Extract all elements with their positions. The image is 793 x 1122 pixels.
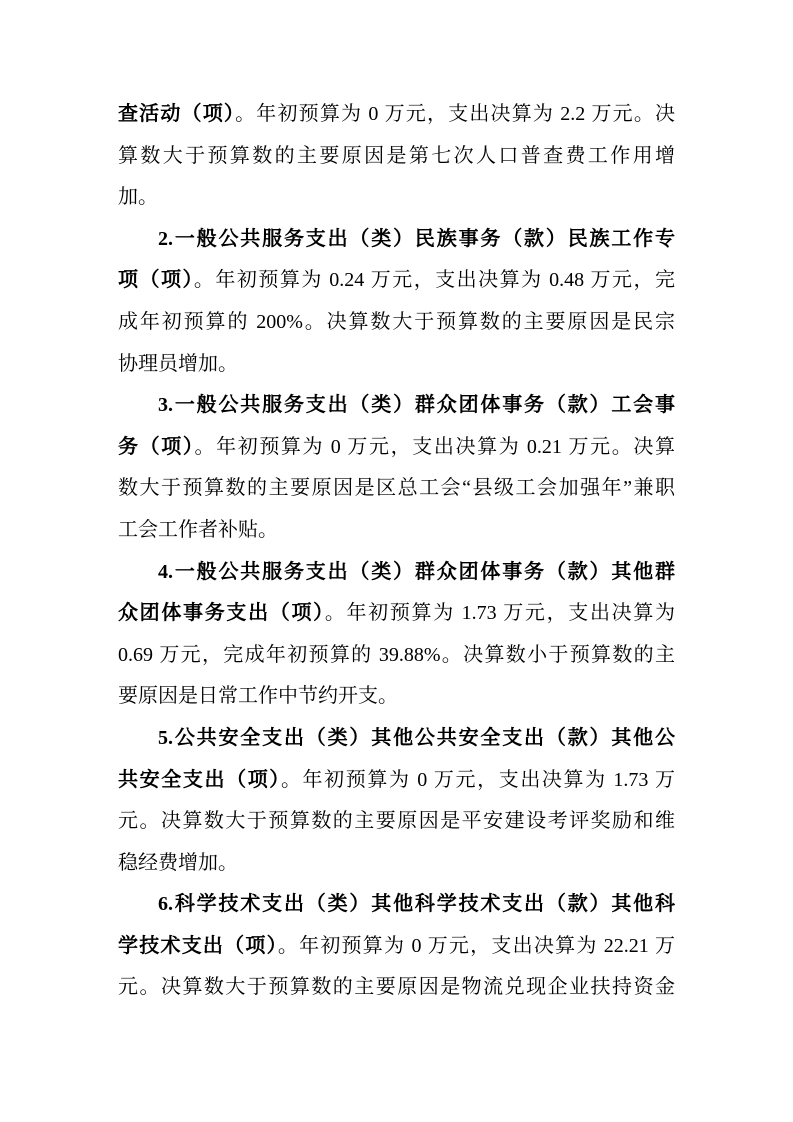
body-text-run: 稳经费增加。 — [118, 851, 238, 874]
heading-text-run: 5.公共安全支出（类）其他公共安全支出（款）其他公 — [158, 726, 675, 749]
text-line — [118, 177, 675, 219]
heading-text-run: 6.科学技术支出（类）其他科学技术支出（款）其他科 — [158, 893, 675, 916]
body-text-run: 算数大于预算数的主要原因是第七次人口普查费工作用增 — [118, 144, 675, 167]
body-text-run: 。年初预算为 0 万元，支出决算为 0.21 万元。决算 — [194, 435, 676, 458]
text-line — [118, 635, 675, 677]
body-text-run: 。年初预算为 0 万元，支出决算为 22.21 万 — [277, 934, 676, 957]
body-text-run: 数大于预算数的主要原因是区总工会“县级工会加强年”兼职 — [118, 477, 675, 500]
text-line — [118, 926, 675, 968]
heading-text-run: 3.一般公共服务支出（类）群众团体事务（款）工会事 — [158, 394, 675, 417]
heading-text-run: 4.一般公共服务支出（类）群众团体事务（款）其他群 — [158, 560, 675, 583]
text-line — [118, 94, 675, 136]
paragraph-item-2-ethnic-affairs — [118, 219, 675, 385]
text-line — [118, 843, 675, 885]
paragraph-item-4-other-mass-organization-affairs — [118, 552, 675, 718]
text-line — [118, 427, 675, 469]
text-line — [118, 510, 675, 552]
text-line — [118, 552, 675, 594]
body-text-run: 工会工作者补贴。 — [118, 518, 278, 541]
text-line — [118, 801, 675, 843]
text-line — [118, 302, 675, 344]
paragraph-item-5-other-public-security — [118, 718, 675, 884]
text-line — [118, 884, 675, 926]
text-line — [118, 718, 675, 760]
paragraph-item-6-other-science-technology — [118, 884, 675, 1009]
body-text-run: 加。 — [118, 186, 158, 209]
text-line — [118, 344, 675, 386]
body-text-run: 。年初预算为 0.24 万元，支出决算为 0.48 万元，完 — [193, 269, 676, 292]
document-body — [118, 94, 675, 1009]
text-line — [118, 593, 675, 635]
heading-text-run: 众团体事务支出（项） — [118, 602, 325, 625]
body-text-run: 。年初预算为 0 万元，支出决算为 1.73 万 — [280, 768, 676, 791]
text-line — [118, 385, 675, 427]
heading-text-run: 共安全支出（项） — [118, 768, 281, 791]
body-text-run: 协理员增加。 — [118, 352, 238, 375]
text-line — [118, 760, 675, 802]
heading-text-run: 查活动（项） — [118, 103, 236, 125]
text-line — [118, 676, 675, 718]
body-text-run: 要原因是日常工作中节约开支。 — [118, 685, 398, 708]
heading-text-run: 项（项） — [118, 269, 194, 292]
body-text-run: 成年初预算的 200%。决算数大于预算数的主要原因是民宗 — [118, 310, 675, 333]
body-text-run: 元。决算数大于预算数的主要原因是物流兑现企业扶持资金 — [118, 976, 675, 999]
text-line — [118, 967, 675, 1009]
body-text-run: 。年初预算为 1.73 万元，支出决算为 — [324, 602, 676, 625]
heading-text-run: 学技术支出（项） — [118, 934, 278, 957]
body-text-run: 。年初预算为 0 万元，支出决算为 2.2 万元。决 — [235, 103, 676, 125]
text-line — [118, 136, 675, 178]
body-text-run: 0.69 万元，完成年初预算的 39.88%。决算数小于预算数的主 — [118, 643, 675, 666]
paragraph-item-3-union-affairs — [118, 385, 675, 551]
heading-text-run: 务（项） — [118, 435, 195, 458]
heading-text-run: 2.一般公共服务支出（类）民族事务（款）民族工作专 — [158, 227, 675, 250]
text-line — [118, 260, 675, 302]
text-line — [118, 219, 675, 261]
paragraph-item-1-population-census-continued — [118, 94, 675, 219]
text-line — [118, 468, 675, 510]
body-text-run: 元。决算数大于预算数的主要原因是平安建设考评奖励和维 — [118, 810, 675, 833]
